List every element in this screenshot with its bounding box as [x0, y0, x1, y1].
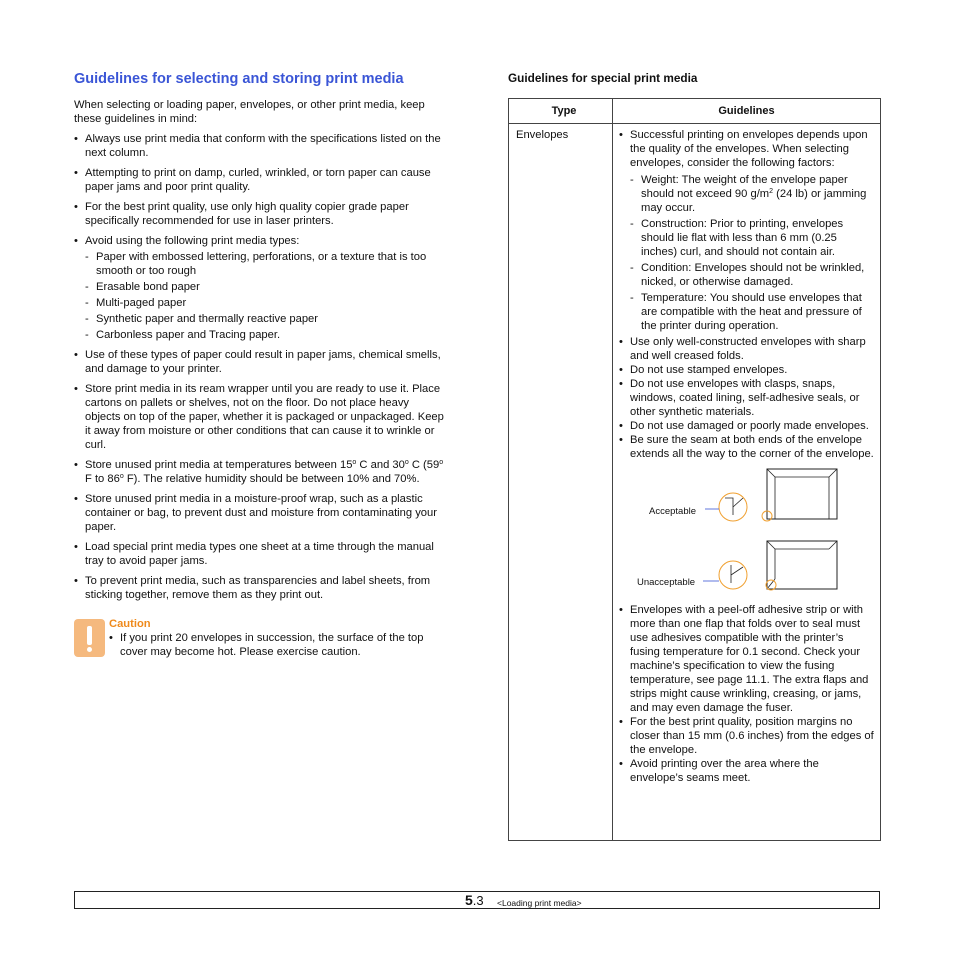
list-item: • To prevent print media, such as transparencies and label sheets, from sticking together, remove them as they print out.	[74, 574, 446, 602]
acceptable-envelope	[705, 469, 837, 521]
envelope-guidelines-list-continued	[619, 603, 874, 785]
list-item: • Attempting to print on damp, curled, wrinkled, or torn paper can cause paper jams and poor print quality.	[74, 166, 446, 194]
list-item: • Avoid printing over the area where the envelope’s seams meet.	[619, 757, 874, 785]
guidelines-list	[74, 132, 446, 602]
list-item: • Always use print media that conform with the specifications listed on the next column.	[74, 132, 446, 160]
section-name: <Loading print media>	[497, 898, 582, 908]
sub-list-item: - Synthetic paper and thermally reactive paper	[85, 312, 446, 326]
list-item: • Use only well-constructed envelopes with sharp and well creased folds.	[619, 335, 874, 363]
table-header-row	[509, 99, 881, 124]
caution-note	[74, 617, 446, 663]
sub-list-item: - Condition: Envelopes should not be wrinkled, nicked, or otherwise damaged.	[630, 261, 874, 289]
list-item: • Do not use envelopes with clasps, snaps, windows, coated lining, self-adhesive seals, or other synthetic materials.	[619, 377, 874, 419]
sub-list-item: - Temperature: You should use envelopes that are compatible with the heat and pressure of the printer during operation.	[630, 291, 874, 333]
special-media-table	[508, 98, 881, 841]
sub-list-item: - Carbonless paper and Tracing paper.	[85, 328, 446, 342]
page-number: 5.3	[465, 892, 484, 908]
list-item	[74, 234, 446, 342]
acceptable-label: Acceptable	[649, 506, 697, 517]
list-item: • Load special print media types one sheet at a time through the manual tray to avoid paper jams.	[74, 540, 446, 568]
unacceptable-envelope	[703, 541, 837, 590]
guidelines-cell	[613, 124, 881, 841]
sub-list-item: - Weight: The weight of the envelope paper should not exceed 90 $g/m^2$ (24 lb) or jamming may occur.	[630, 173, 874, 215]
page-footer	[74, 891, 880, 909]
list-item: • Do not use stamped envelopes.	[619, 363, 874, 377]
envelope-seam-figure	[619, 461, 874, 603]
avoid-types-list	[85, 250, 446, 342]
list-item: • For the best print quality, use only high quality copier grade paper specifically recommended for use in laser printers.	[74, 200, 446, 228]
unacceptable-label: Unacceptable	[637, 577, 696, 588]
envelope-guidelines-list	[619, 128, 874, 461]
sub-list-item: - Multi-paged paper	[85, 296, 446, 310]
left-column	[74, 70, 446, 608]
section-title: Guidelines for selecting and storing print media	[74, 71, 404, 87]
list-item: • Do not use damaged or poorly made envelopes.	[619, 419, 874, 433]
list-item-temperature: • Store unused print media at temperatures between 15$^o$ C and 30$^o$ C (59$^o$ F to 86$^o$ F). The relative humidity should be between 10% and 70%.	[74, 458, 446, 486]
factors-list	[630, 173, 874, 333]
header-type: Type	[509, 99, 613, 124]
sub-list-item: - Paper with embossed lettering, perforations, or a texture that is too smooth or too rough	[85, 250, 446, 278]
sub-list-item: - Erasable bond paper	[85, 280, 446, 294]
table-row	[509, 124, 881, 841]
special-media-title: Guidelines for special print media	[508, 71, 698, 85]
list-item: • Use of these types of paper could result in paper jams, chemical smells, and damage to your printer.	[74, 348, 446, 376]
intro-text: When selecting or loading paper, envelopes, or other print media, keep these guidelines in mind:	[74, 99, 425, 125]
caution-text: • If you print 20 envelopes in succession, the surface of the top cover may become hot. Please exercise caution.	[109, 631, 450, 659]
list-item: • Successful printing on envelopes depends upon the quality of the envelopes. When selecting envelopes, consider the following factors: - Weight: The weight of the envelope paper should not exceed 90 $g/m^2$ (24 lb) or jamming may occur. - Construction: Prior to printing, envelopes should lie flat with less than 6 mm (0.25 inches) curl, and should not contain air. - Condition: Envelopes should not be wrinkled, nicked, or otherwise damaged. - Temperature: You should use envelopes that are compatible with the heat and pressure of the printer during operation.	[619, 128, 874, 333]
list-item: • Store unused print media in a moisture-proof wrap, such as a plastic container or bag, to prevent dust and moisture from contaminating your paper.	[74, 492, 446, 534]
list-item: • Envelopes with a peel-off adhesive strip or with more than one flap that folds over to seal must use adhesives compatible with the printer’s fusing temperature for 0.1 second. Check your machine’s specification to view the fusing temperature, see page 11.1. The extra flaps and strips might cause wrinkling, creasing, or jams, and may even damage the fuser.	[619, 603, 874, 715]
type-cell: Envelopes	[509, 124, 613, 841]
header-guidelines: Guidelines	[613, 99, 881, 124]
caution-title: Caution	[109, 618, 151, 630]
right-column	[508, 70, 881, 784]
sub-list-item: - Construction: Prior to printing, envelopes should lie flat with less than 6 mm (0.25 inches) curl, and should not contain air.	[630, 217, 874, 259]
list-item: • Store print media in its ream wrapper until you are ready to use it. Place cartons on pallets or shelves, not on the floor. Do not place heavy objects on top of the paper, whether it is packaged or unpackaged. Keep it away from moisture or other conditions that can cause it to wrinkle or curl.	[74, 382, 446, 452]
caution-icon	[74, 619, 105, 657]
list-item-text: Avoid using the following print media types:	[85, 235, 300, 247]
list-item: • Be sure the seam at both ends of the envelope extends all the way to the corner of the envelope.	[619, 433, 874, 461]
list-item: • For the best print quality, position margins no closer than 15 mm (0.6 inches) from the edges of the envelope.	[619, 715, 874, 757]
